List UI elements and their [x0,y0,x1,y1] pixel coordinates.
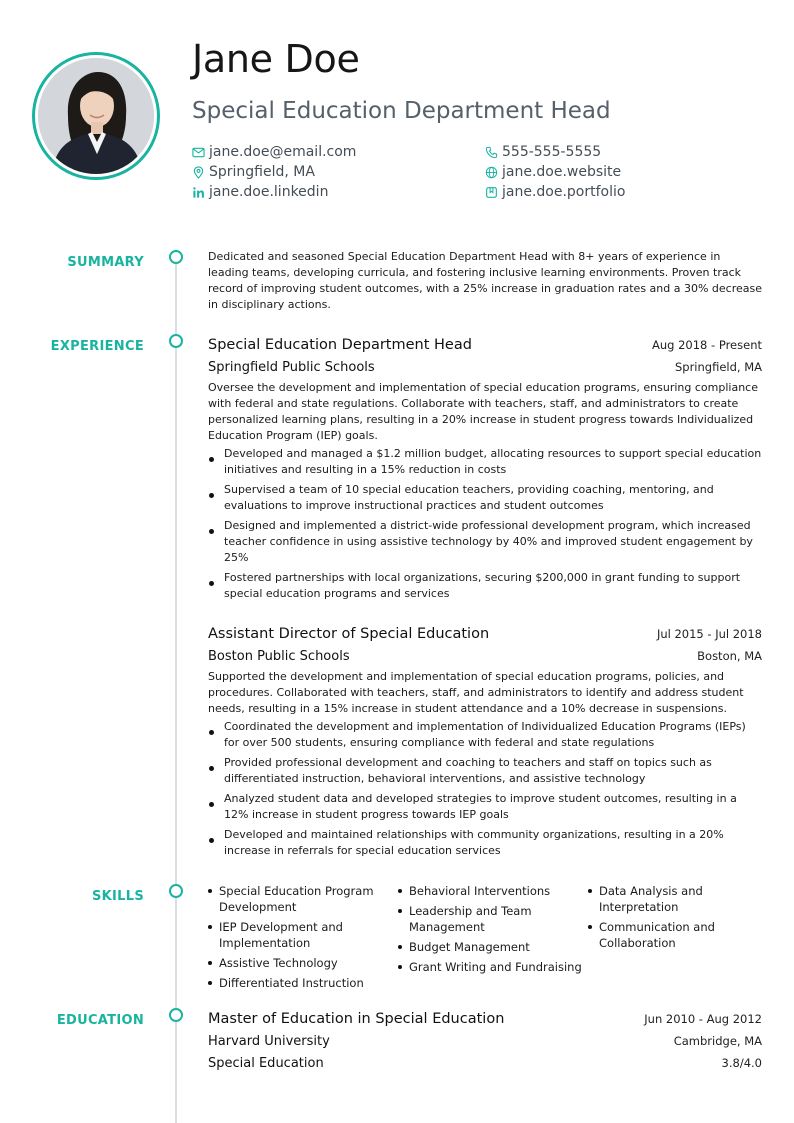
timeline-line [175,256,177,1123]
achievement-item: Designed and implemented a district-wide professional development program, which increased teacher confidence in using assistive technology by 40% and improved student engagement by 25% [208,518,762,566]
experience-timeline-dot [169,334,183,348]
school-name: Harvard University [208,1034,330,1049]
education-dates: Jun 2010 - Aug 2012 [644,1012,762,1026]
contact-website[interactable] [485,162,621,182]
profile-photo-frame [32,52,160,180]
candidate-title: Special Education Department Head [192,98,611,124]
phone-icon [485,146,498,159]
portfolio-icon [485,186,498,199]
skills-column [208,883,398,995]
job-organization: Boston Public Schools [208,649,350,664]
contact-email[interactable] [192,142,356,162]
location-pin-icon [192,166,205,179]
email-text: jane.doe@email.com [209,144,357,160]
achievement-item: Developed and maintained relationships with community organizations, resulting in a 20% increase in referrals for special education services [208,827,762,859]
achievement-item: Fostered partnerships with local organizations, securing $200,000 in grant funding to support special education programs and services [208,570,762,602]
phone-text: 555-555-5555 [502,144,602,160]
skill-item: Special Education Program Development [208,883,398,915]
field-of-study: Special Education [208,1056,324,1071]
summary-text: Dedicated and seasoned Special Education Department Head with 8+ years of experience in leading teams, developing curricula, and fostering inclusive learning environments. Proven track record of improving student outcomes, with a 25% increase in graduation rates and a 30% decrease in disciplinary actions. [208,250,763,311]
education-entry [208,1009,762,1073]
summary-timeline-dot [169,250,183,264]
skill-item: Grant Writing and Fundraising [398,959,588,975]
experience-entry [208,335,762,606]
job-description: Oversee the development and implementation of special education programs, ensuring compliance with federal and state regulations. Collaborate with teachers, staff, and administrators to create personalized learning plans, resulting in a 20% increase in student progress towards Individualized Education Program (IEP) goals. [208,381,758,442]
achievement-item: Provided professional development and coaching to teachers and staff on topics such as differentiated instruction, behavioral interventions, and assistive technology [208,755,762,787]
skill-item: Data Analysis and Interpretation [588,883,762,915]
candidate-name: Jane Doe [192,37,360,81]
skills-column [398,883,588,995]
school-location: Cambridge, MA [673,1034,762,1048]
job-organization: Springfield Public Schools [208,360,375,375]
experience-heading: EXPERIENCE [50,339,144,354]
location-text: Springfield, MA [209,164,315,180]
job-title: Special Education Department Head [208,337,472,353]
skill-item: Communication and Collaboration [588,919,762,951]
skills-timeline-dot [169,884,183,898]
portfolio-text: jane.doe.portfolio [502,184,626,200]
achievement-item: Analyzed student data and developed strategies to improve student outcomes, resulting in a 12% increase in student progress towards IEP goals [208,791,762,823]
contact-phone[interactable] [485,142,601,162]
avatar [38,58,154,174]
job-achievements [208,446,762,602]
job-location: Springfield, MA [674,360,762,374]
achievement-item: Coordinated the development and implementation of Individualized Education Programs (IEPs) for over 500 students, ensuring compliance with federal and state regulations [208,719,762,751]
contact-location [192,162,315,182]
linkedin-icon [192,186,205,199]
gpa: 3.8/4.0 [721,1056,762,1070]
skills-section [208,883,762,995]
job-description: Supported the development and implementation of special education programs, policies, and procedures. Collaborated with teachers, staff, and administrators to identify and address student needs, resulting in a 15% increase in student attendance and a 10% decrease in suspensions. [208,670,744,715]
skill-item: Assistive Technology [208,955,398,971]
linkedin-text: jane.doe.linkedin [209,184,329,200]
skill-item: Behavioral Interventions [398,883,588,899]
job-dates: Aug 2018 - Present [652,338,762,352]
achievement-item: Supervised a team of 10 special education teachers, providing coaching, mentoring, and evaluations to improve instructional practices and student outcomes [208,482,762,514]
job-location: Boston, MA [697,649,762,663]
achievement-item: Developed and managed a $1.2 million budget, allocating resources to support special education initiatives and resulting in a 15% reduction in costs [208,446,762,478]
mail-icon [192,146,205,159]
education-timeline-dot [169,1008,183,1022]
job-title: Assistant Director of Special Education [208,626,490,642]
education-heading: EDUCATION [56,1013,144,1028]
degree-title: Master of Education in Special Education [208,1011,505,1027]
contact-linkedin[interactable] [192,182,328,202]
summary-section [208,249,762,313]
skill-item: Leadership and Team Management [398,903,588,935]
job-achievements [208,719,762,859]
skills-column [588,883,762,995]
summary-heading: SUMMARY [67,255,144,270]
experience-entry [208,624,762,863]
skill-item: IEP Development and Implementation [208,919,398,951]
globe-icon [485,166,498,179]
job-dates: Jul 2015 - Jul 2018 [656,627,762,641]
website-text: jane.doe.website [502,164,622,180]
profile-photo [38,58,154,174]
contact-portfolio[interactable] [485,182,625,202]
skill-item: Differentiated Instruction [208,975,398,991]
skills-heading: SKILLS [91,889,144,904]
skill-item: Budget Management [398,939,588,955]
